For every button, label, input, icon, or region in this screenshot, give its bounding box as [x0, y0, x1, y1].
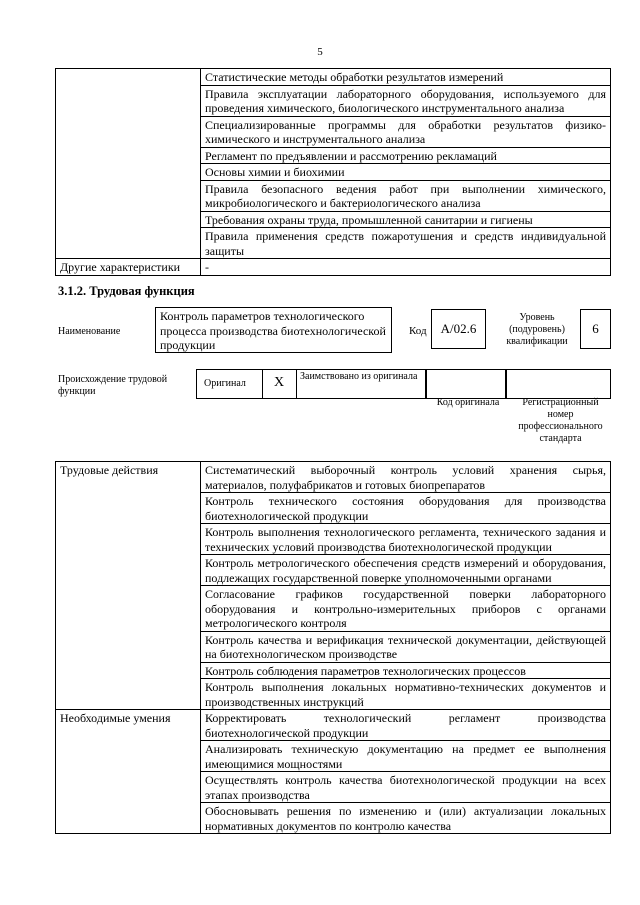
code-value-box: А/02.6	[431, 309, 486, 349]
section-heading: 3.1.2. Трудовая функция	[58, 284, 195, 298]
skill-item: Обосновывать решения по изменению и (или) актуализации локальных нормативных документов по контролю качества	[201, 803, 611, 834]
action-item: Контроль качества и верификация технической документации, действующей на биотехнологическом производстве	[201, 631, 611, 662]
reg-number-box	[506, 369, 611, 399]
action-item: Контроль технического состояния оборудования для производства биотехнологической продукции	[201, 493, 611, 524]
skills-label: Необходимые умения	[56, 710, 201, 834]
knowledge-item: Правила применения средств пожаротушения и средств индивидуальной защиты	[201, 228, 611, 259]
skill-item: Анализировать техническую документацию на предмет ее выполнения имеющимися мощностями	[201, 741, 611, 772]
action-item: Контроль выполнения локальных нормативно-технических документов и производственных инструкций	[201, 679, 611, 710]
reg-number-label: Регистрационный номер профессионального стандарта	[518, 397, 603, 444]
knowledge-item: Статистические методы обработки результатов измерений	[201, 69, 611, 86]
name-label: Наименование	[58, 326, 121, 337]
action-item: Согласование графиков государственной поверки лабораторного оборудования и контрольно-измерительных приборов с органами метрологического контроля	[201, 586, 611, 632]
level-label: Уровень (подуровень) квалификации	[506, 312, 568, 347]
function-name-box: Контроль параметров технологического процесса производства биотехнологической продукции	[155, 307, 392, 353]
page-number: 5	[317, 46, 323, 58]
action-item: Контроль выполнения технологического регламента, технического задания и технических условий производства биотехнологической продукции	[201, 524, 611, 555]
code-original-box	[426, 369, 506, 399]
original-label: Оригинал	[204, 378, 246, 389]
knowledge-item: Регламент по предъявлении и рассмотрению рекламаций	[201, 147, 611, 164]
knowledge-item: Правила безопасного ведения работ при выполнении химического, микробиологического и бактериологического анализа	[201, 180, 611, 211]
origin-label: Происхождение трудовой функции	[58, 374, 168, 397]
borrowed-label: Заимствовано из оригинала	[300, 371, 418, 382]
code-original-label: Код оригинала	[436, 397, 500, 408]
code-label: Код	[409, 325, 427, 337]
other-characteristics-label: Другие характеристики	[56, 259, 201, 276]
action-item: Контроль метрологического обеспечения средств измерений и оборудования, подлежащих государственной поверке уполномоченными органами	[201, 555, 611, 586]
knowledge-table	[55, 68, 611, 276]
origin-divider	[296, 369, 297, 399]
original-mark: X	[274, 375, 285, 390]
knowledge-item: Правила эксплуатации лабораторного оборудования, используемого для проведения химического, биологического инструментального анализа	[201, 85, 611, 116]
action-item: Контроль соблюдения параметров технологических процессов	[201, 662, 611, 679]
action-item: Систематический выборочный контроль условий хранения сырья, материалов, полуфабрикатов и готовых биопрепаратов	[201, 462, 611, 493]
origin-divider	[262, 369, 263, 399]
knowledge-item: Основы химии и биохимии	[201, 164, 611, 181]
skill-item: Осуществлять контроль качества биотехнологической продукции на всех этапах производства	[201, 772, 611, 803]
other-characteristics-value: -	[201, 259, 611, 276]
level-value-box: 6	[580, 309, 611, 349]
actions-skills-table	[55, 461, 611, 834]
knowledge-item: Требования охраны труда, промышленной санитарии и гигиены	[201, 211, 611, 228]
knowledge-item: Специализированные программы для обработки результатов физико-химического и инструментального анализа	[201, 116, 611, 147]
skill-item: Корректировать технологический регламент производства биотехнологической продукции	[201, 710, 611, 741]
actions-label: Трудовые действия	[56, 462, 201, 710]
knowledge-label-cell	[56, 69, 201, 259]
